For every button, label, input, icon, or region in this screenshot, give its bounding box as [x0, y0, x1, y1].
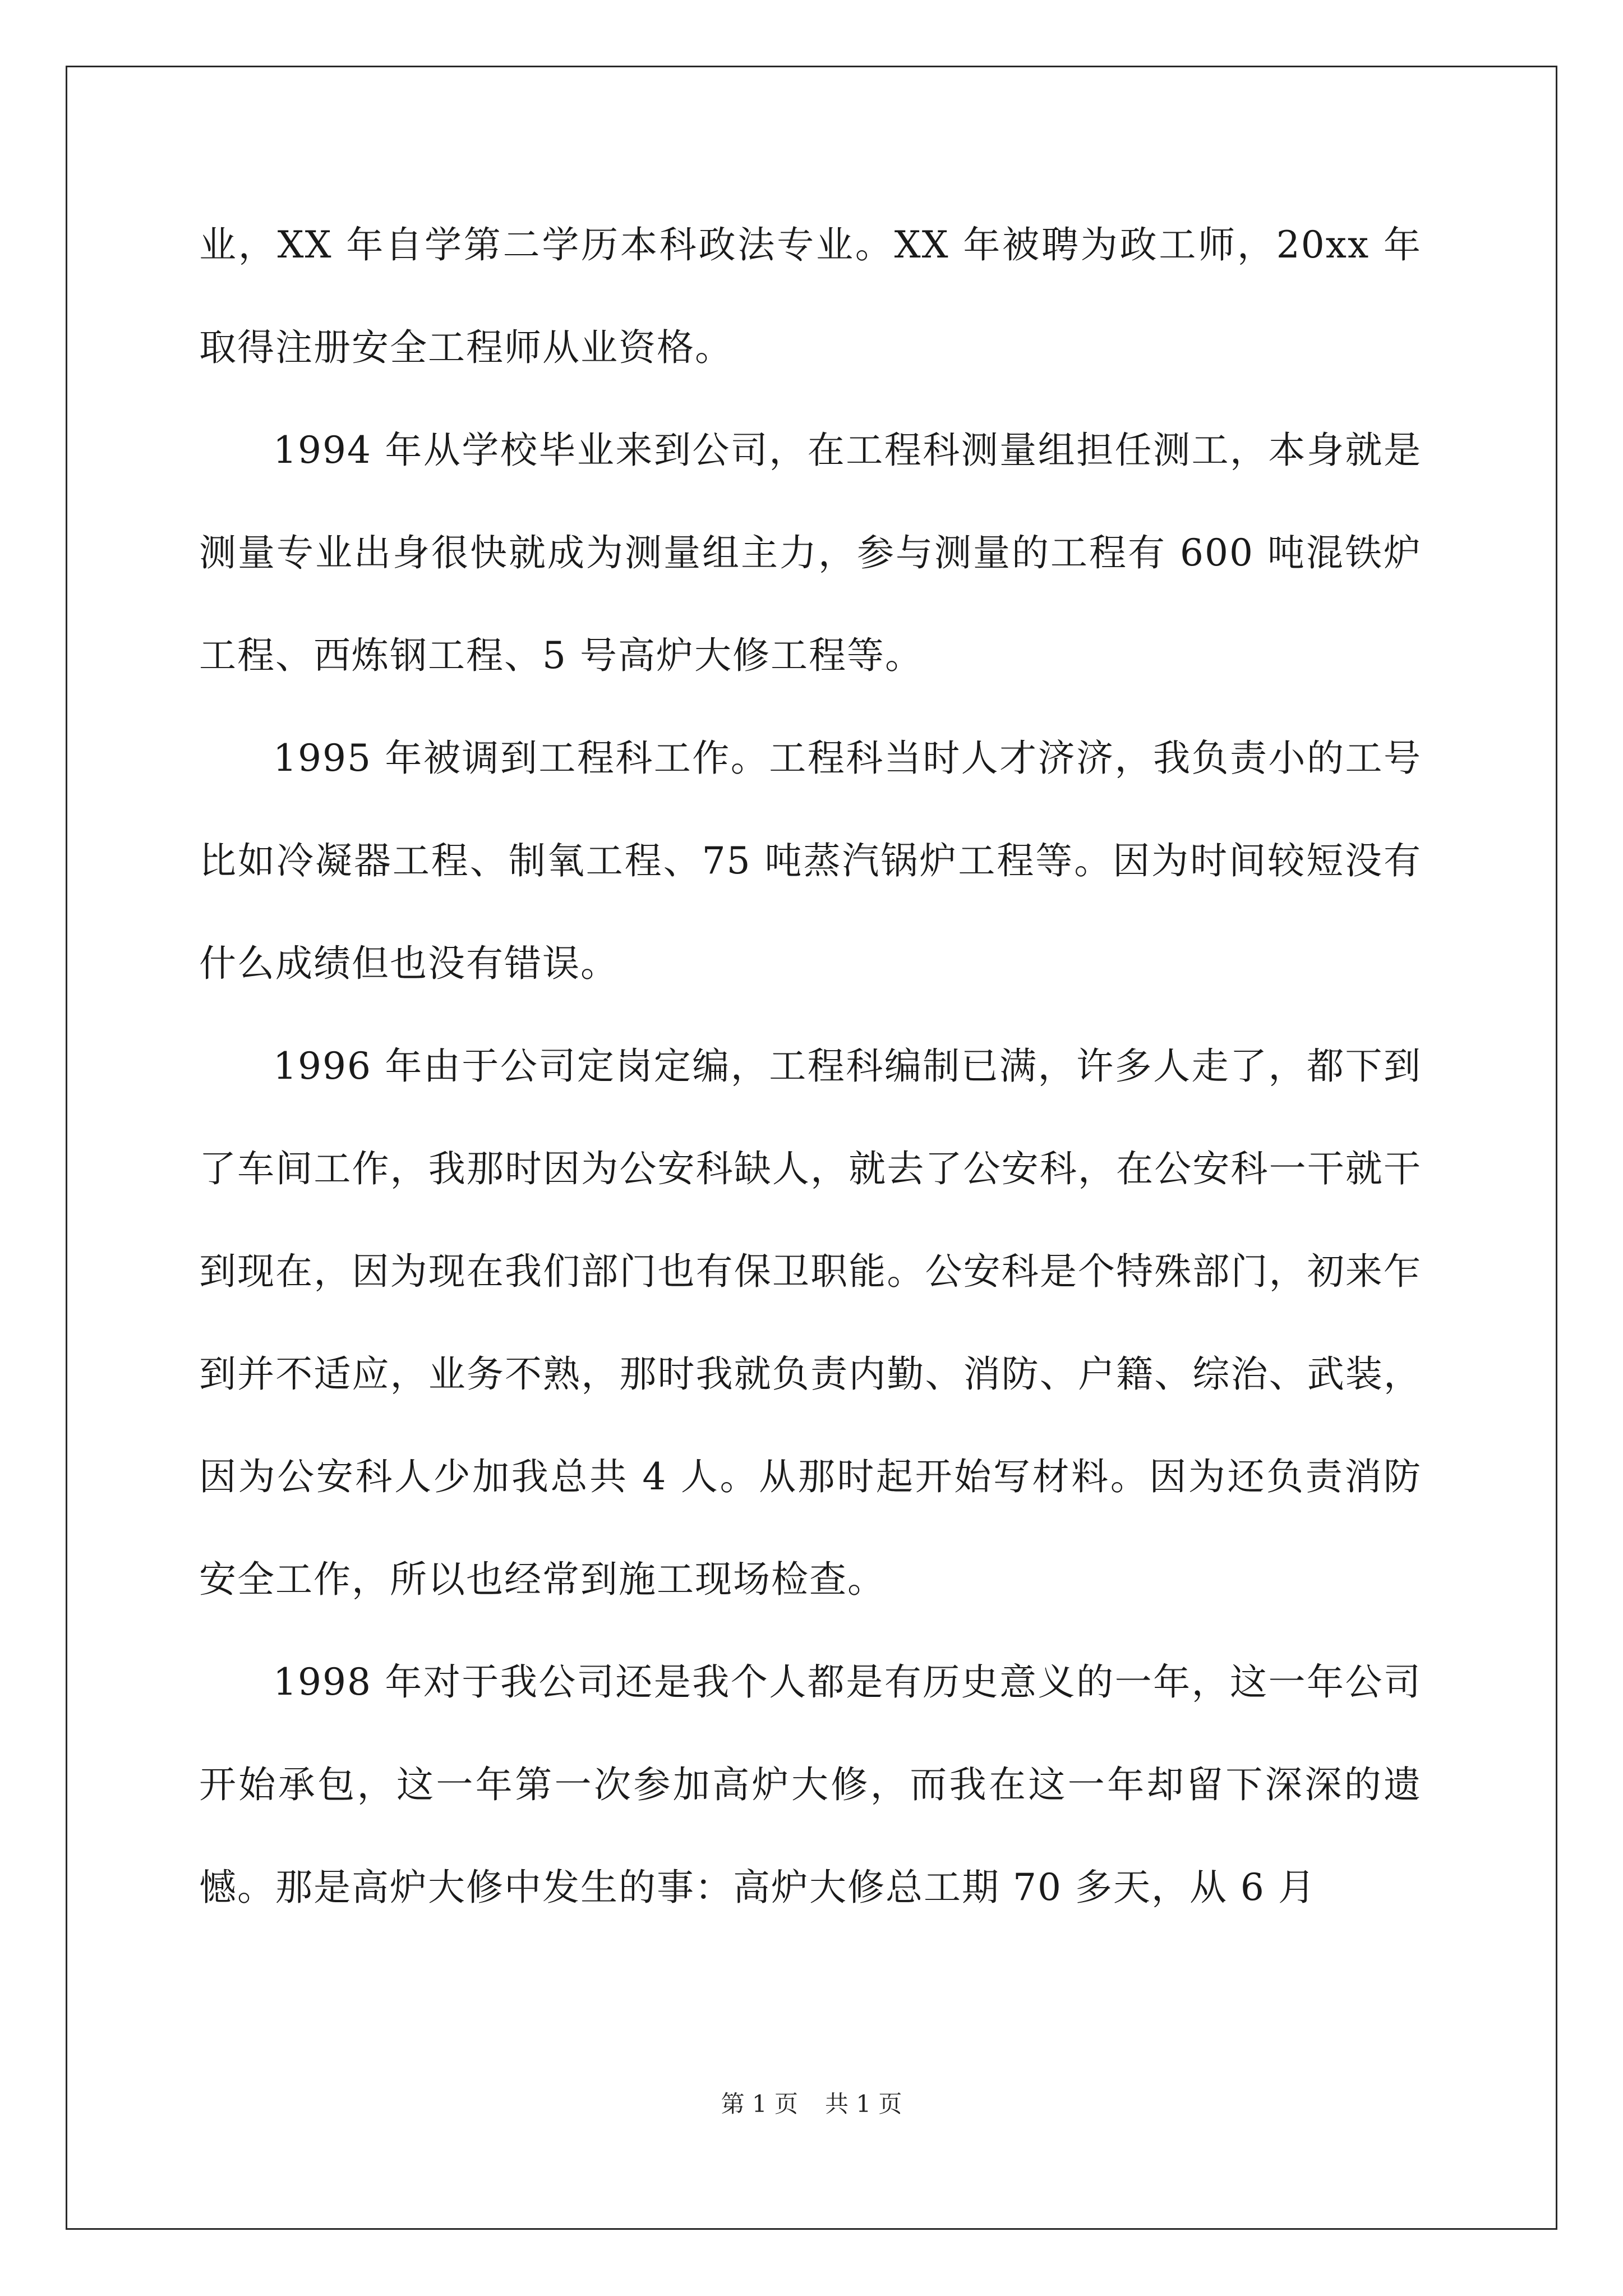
paragraph-1996: 1996 年由于公司定岗定编，工程科编制已满，许多人走了，都下到了车间工作，我那时因为公安科缺人，就去了公安科，在公安科一干就干到现在，因为现在我们部门也有保卫职能。公安科是个特殊部门，初来乍到并不适应，业务不熟，那时我就负责内勤、消防、户籍、综治、武装，因为公安科人少加我总共 4 人。从那时起开始写材料。因为还负责消防安全工作，所以也经常到施工现场检查。: [199, 1045, 1422, 1601]
document-body: [199, 194, 1422, 1939]
page-footer: [0, 2086, 1623, 2119]
paragraph-continuation: 业，XX 年自学第二学历本科政法专业。XX 年被聘为政工师，20xx 年取得注册安全工程师从业资格。: [199, 223, 1422, 369]
paragraph-1994: 1994 年从学校毕业来到公司，在工程科测量组担任测工，本身就是测量专业出身很快就成为测量组主力，参与测量的工程有 600 吨混铁炉工程、西炼钢工程、5 号高炉大修工程等。: [199, 429, 1422, 677]
paragraph-1998: 1998 年对于我公司还是我个人都是有历史意义的一年，这一年公司开始承包，这一年第一次参加高炉大修，而我在这一年却留下深深的遗憾。那是高炉大修中发生的事：高炉大修总工期 70 多天，从 6 月: [199, 1660, 1422, 1909]
paragraph-1995: 1995 年被调到工程科工作。工程科当时人才济济，我负责小的工号比如冷凝器工程、制氧工程、75 吨蒸汽锅炉工程等。因为时间较短没有什么成绩但也没有错误。: [199, 737, 1422, 985]
page-number: 第 1 页: [721, 2090, 798, 2118]
page-total: 共 1 页: [825, 2090, 902, 2118]
